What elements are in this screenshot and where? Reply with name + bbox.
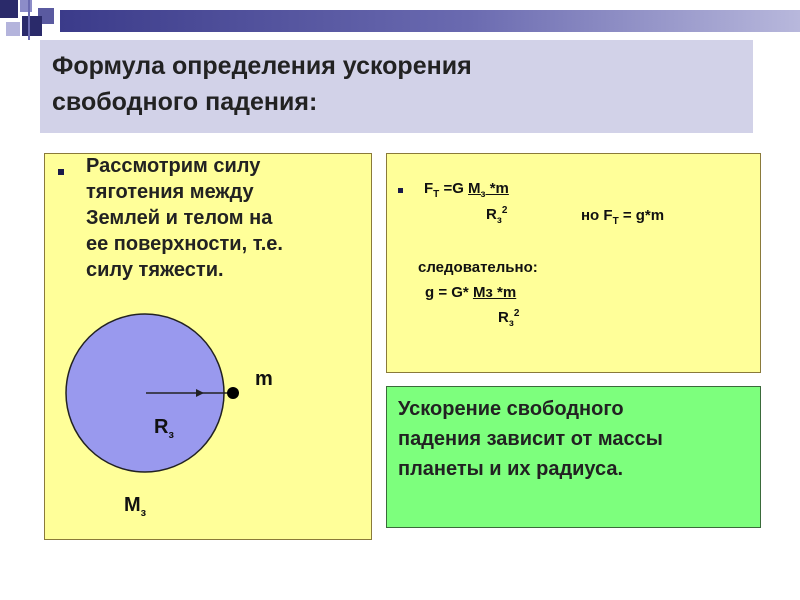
page-title-line-2: свободного падения: [52,88,318,116]
g-formula: g = G* Mз *m [425,284,517,301]
left-text-line-1: Рассмотрим силу [86,155,261,177]
radius-label: $R_з$ [154,416,174,441]
left-text-line-4: ее поверхности, т.е. [86,233,283,255]
therefore-label: следовательно: [418,259,538,276]
bullet-icon [58,169,64,175]
conclusion-line-2: падения зависит от массы [398,428,663,450]
left-text-line-2: тяготения между [86,181,254,203]
header-bar [60,10,800,32]
deco-square-4 [6,22,20,36]
g-formula-denominator: $R_з^2$ [498,308,520,329]
planet-diagram [44,300,370,540]
conclusion-line-3: планеты и их радиуса. [398,458,624,480]
deco-square-1 [0,0,18,18]
left-text-line-3: Землей и телом на [86,207,273,229]
deco-square-5 [22,16,42,36]
mass-point [227,387,239,399]
weight-formula: но $F_T = g*m$ [581,207,665,227]
gravity-force-formula: $F_T =G$ $M_з$ *m [424,180,509,200]
conclusion-line-1: Ускорение свободного [398,398,624,420]
deco-square-2 [20,0,32,12]
page-title-line-1: Формула определения ускорения [52,52,472,80]
planet-mass-label: $M_з$ [124,494,147,519]
mass-label: m [255,368,273,390]
deco-vertical-line [28,0,30,40]
formula-bullet-icon [398,188,403,193]
left-text-line-5: силу тяжести. [86,259,224,281]
gravity-force-denominator: $R_з^2$ [486,205,508,226]
